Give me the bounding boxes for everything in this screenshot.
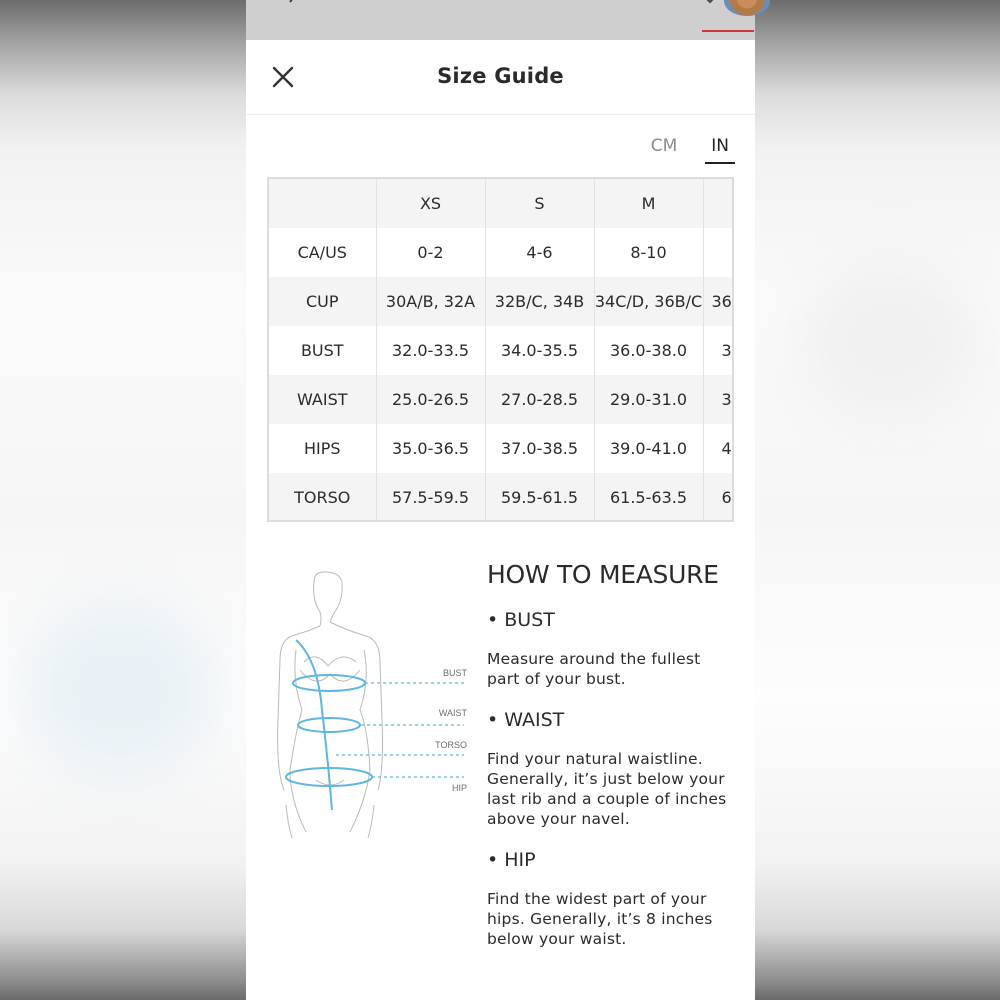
table-header-cell: M	[594, 179, 703, 228]
diagram-label-waist: WAIST	[438, 708, 467, 718]
row-label: CUP	[269, 277, 376, 326]
table-cell: 59.5-61.5	[485, 473, 594, 522]
table-cell: 3	[703, 326, 734, 375]
table-cell: 35.0-36.5	[376, 424, 485, 473]
row-label: HIPS	[269, 424, 376, 473]
table-cell: 34.0-35.5	[485, 326, 594, 375]
section-heading-bust: • BUST	[487, 609, 555, 631]
section-heading-hip: • HIP	[487, 849, 536, 871]
measurement-diagram	[266, 570, 476, 840]
row-label: TORSO	[269, 473, 376, 522]
table-header-row	[269, 179, 734, 228]
head-outline	[314, 572, 342, 622]
table-cell: 37.0-38.5	[485, 424, 594, 473]
table-cell: 8-10	[594, 228, 703, 277]
row-label: CA/US	[269, 228, 376, 277]
unit-option-in[interactable]: IN	[705, 136, 735, 164]
table-cell	[703, 228, 734, 277]
size-table	[269, 179, 734, 522]
section-text-waist: Find your natural waistline. Generally, it’s just below your last rib and a couple of inches above your navel.	[487, 750, 727, 828]
table-cell: 6	[703, 473, 734, 522]
row-label: WAIST	[269, 375, 376, 424]
table-cell: 29.0-31.0	[594, 375, 703, 424]
how-to-measure-section	[487, 560, 737, 949]
unit-option-cm[interactable]: CM	[650, 136, 678, 156]
table-row	[269, 375, 734, 424]
table-row	[269, 473, 734, 522]
background-blur	[800, 260, 980, 420]
table-cell: 3	[703, 375, 734, 424]
table-row	[269, 326, 734, 375]
section-heading-waist: • WAIST	[487, 709, 565, 731]
back-arrow-icon[interactable]	[286, 0, 306, 10]
section-text-bust: Measure around the fullest part of your bust.	[487, 650, 701, 688]
modal-title: Size Guide	[437, 64, 564, 88]
table-cell: 30A/B, 32A	[376, 277, 485, 326]
bust-line	[293, 675, 365, 691]
table-row	[269, 424, 734, 473]
row-label: BUST	[269, 326, 376, 375]
table-cell: 34C/D, 36B/C	[594, 277, 703, 326]
table-header-cell: XS	[376, 179, 485, 228]
diagram-label-bust: BUST	[442, 668, 467, 678]
table-cell: 39.0-41.0	[594, 424, 703, 473]
how-to-measure-title: HOW TO MEASURE	[487, 560, 719, 589]
table-header-cell: S	[485, 179, 594, 228]
table-header-cell	[269, 179, 376, 228]
size-guide-modal	[246, 40, 755, 1000]
diagram-label-torso: TORSO	[435, 740, 467, 750]
background-blur	[20, 600, 220, 780]
table-cell: 4-6	[485, 228, 594, 277]
table-cell: 36	[703, 277, 734, 326]
table-row	[269, 277, 734, 326]
modal-header	[246, 40, 755, 115]
table-cell: 36.0-38.0	[594, 326, 703, 375]
active-tab-indicator	[702, 30, 754, 32]
table-cell: 32B/C, 34B	[485, 277, 594, 326]
background-app-topbar	[246, 0, 755, 40]
table-cell: 61.5-63.5	[594, 473, 703, 522]
unit-toggle	[645, 136, 735, 164]
table-cell: 57.5-59.5	[376, 473, 485, 522]
share-icon[interactable]	[634, 0, 662, 10]
table-cell: 32.0-33.5	[376, 326, 485, 375]
heart-icon[interactable]	[696, 0, 724, 12]
table-cell: 4	[703, 424, 734, 473]
table-row	[269, 228, 734, 277]
size-table-container[interactable]	[267, 177, 734, 522]
section-text-hip: Find the widest part of your hips. Generally, it’s 8 inches below your waist.	[487, 890, 713, 948]
table-cell: 27.0-28.5	[485, 375, 594, 424]
waist-line	[298, 718, 360, 732]
table-cell: 25.0-26.5	[376, 375, 485, 424]
diagram-label-hip: HIP	[451, 783, 467, 793]
table-header-cell	[703, 179, 734, 228]
table-cell: 0-2	[376, 228, 485, 277]
